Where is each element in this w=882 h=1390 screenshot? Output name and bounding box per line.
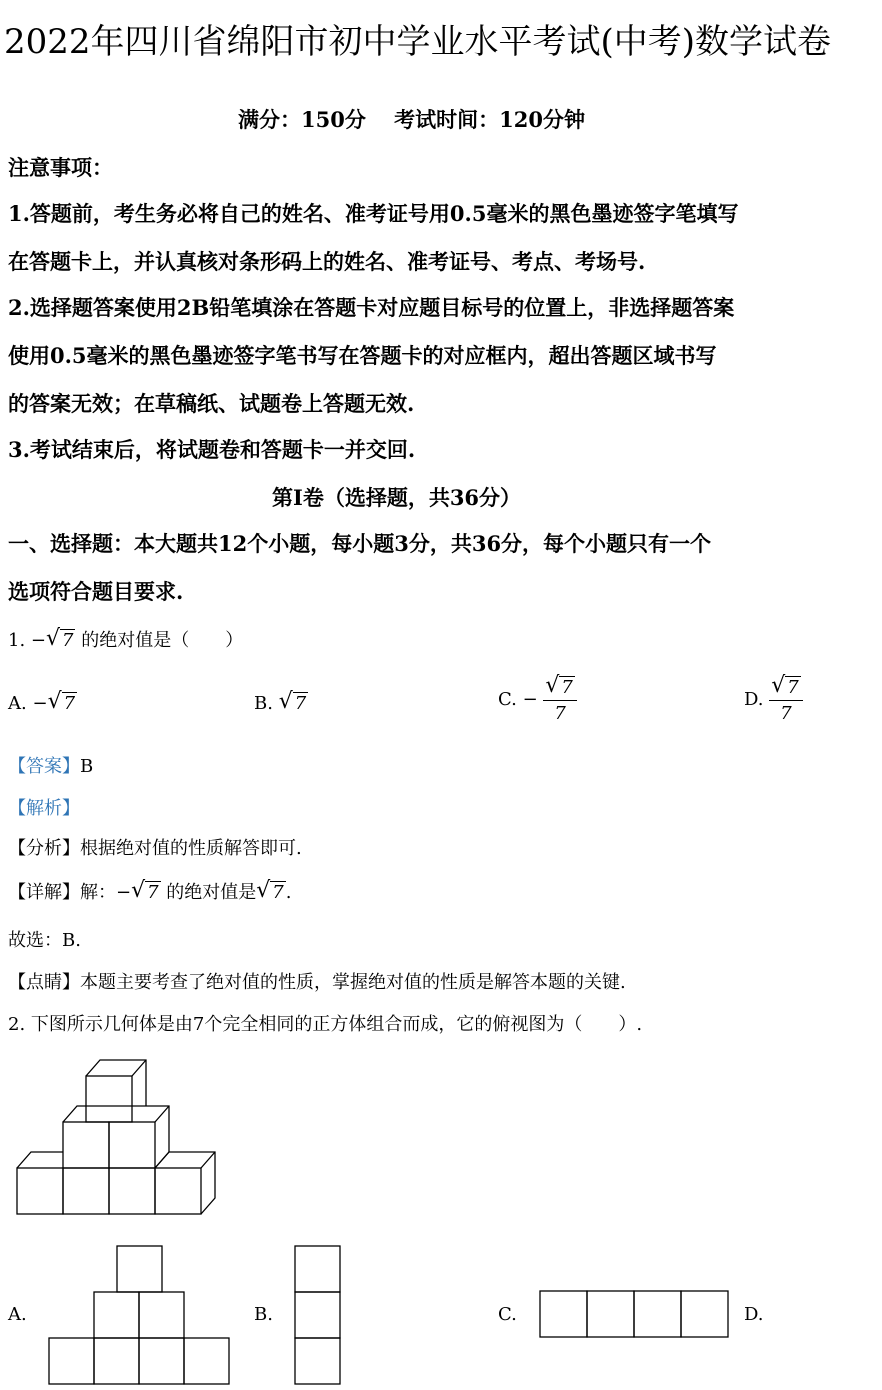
notice-line: 2.选择题答案使用2B铅笔填涂在答题卡对应题目标号的位置上，非选择题答案 <box>8 295 735 320</box>
q1-number: 1. <box>8 630 26 651</box>
radicand: 7 <box>147 882 159 903</box>
answer-line <box>8 752 93 778</box>
answer-tag: 【答案】 <box>8 756 80 777</box>
page-title: 2022年四川省绵阳市初中学业水平考试(中考)数学试卷 <box>4 22 832 62</box>
q1-option-c[interactable] <box>498 676 577 724</box>
radicand: 7 <box>787 677 799 698</box>
notice-line: 1.答题前，考生务必将自己的姓名、准考证号用0.5毫米的黑色墨迹签字笔填写 <box>8 201 739 226</box>
option-label: A. <box>8 693 27 714</box>
sqrt-expression <box>48 692 77 714</box>
fraction <box>769 676 802 724</box>
radicand: 7 <box>561 677 573 698</box>
q1-option-b[interactable] <box>254 692 308 714</box>
q2-option-c-label[interactable]: C. <box>498 1304 517 1325</box>
option-c-view <box>536 1286 736 1342</box>
sqrt-expression <box>131 881 160 903</box>
sqrt-expression <box>545 676 574 698</box>
notice-line: 使用0.5毫米的黑色墨迹签字笔书写在答题卡的对应框内，超出答题区域书写 <box>8 343 717 368</box>
option-label: C. <box>498 689 517 710</box>
option-minus: − <box>522 689 538 710</box>
detail-minus: − <box>116 882 132 903</box>
q2-stem: 2. 下图所示几何体是由7个完全相同的正方体组合而成，它的俯视图为（ ）. <box>8 1014 643 1035</box>
q1-stem-suffix: 的绝对值是（ ） <box>81 630 244 651</box>
option-label: D. <box>744 689 764 710</box>
q2-option-b-label[interactable]: B. <box>254 1304 273 1325</box>
analysis-tag: 【解析】 <box>8 798 80 819</box>
radicand: 7 <box>294 693 307 714</box>
dianjing: 【点睛】本题主要考查了绝对值的性质，掌握绝对值的性质是解答本题的关键. <box>8 972 626 993</box>
q1-stem <box>8 626 243 652</box>
notice-heading: 注意事项： <box>8 155 113 180</box>
notice-line: 3.考试结束后，将试题卷和答题卡一并交回. <box>8 437 416 462</box>
part-instructions: 选项符合题目要求. <box>8 579 184 604</box>
detail-end: . <box>285 882 292 903</box>
detail-prefix: 【详解】解： <box>8 882 116 903</box>
option-b-view <box>290 1240 350 1388</box>
detail-mid: 的绝对值是 <box>166 882 257 903</box>
section-title: 第Ⅰ卷（选择题，共36分） <box>272 485 522 510</box>
final-choice: 故选：B. <box>8 930 81 951</box>
exam-meta: 满分：150分 考试时间：120分钟 <box>238 107 585 132</box>
analysis-detail <box>8 878 291 904</box>
fraction <box>543 676 576 724</box>
sqrt-expression <box>771 676 800 698</box>
sqrt-expression <box>256 881 285 903</box>
solid-figure <box>0 1050 240 1220</box>
radicand: 7 <box>272 882 284 903</box>
answer-value: B <box>80 756 94 777</box>
q2-option-d-label[interactable]: D. <box>744 1304 764 1325</box>
option-label: B. <box>254 693 273 714</box>
sqrt-expression <box>279 692 308 714</box>
radicand: 7 <box>62 630 74 651</box>
notice-line: 在答题卡上，并认真核对条形码上的姓名、准考证号、考点、考场号. <box>8 249 646 274</box>
denominator: 7 <box>554 703 566 724</box>
sqrt-expression <box>46 629 75 651</box>
radicand: 7 <box>63 693 76 714</box>
q1-option-d[interactable] <box>744 676 803 724</box>
denominator: 7 <box>780 703 792 724</box>
option-minus: − <box>32 693 48 714</box>
q1-option-a[interactable] <box>8 692 77 714</box>
notice-line: 的答案无效；在草稿纸、试题卷上答题无效. <box>8 391 415 416</box>
part-instructions: 一、选择题：本大题共12个小题，每小题3分，共36分，每个小题只有一个 <box>8 531 712 556</box>
q2-option-a-label[interactable]: A. <box>8 1304 27 1325</box>
q1-minus: − <box>30 630 47 651</box>
option-a-view <box>40 1240 240 1388</box>
analysis-fenxi: 【分析】根据绝对值的性质解答即可. <box>8 838 302 859</box>
